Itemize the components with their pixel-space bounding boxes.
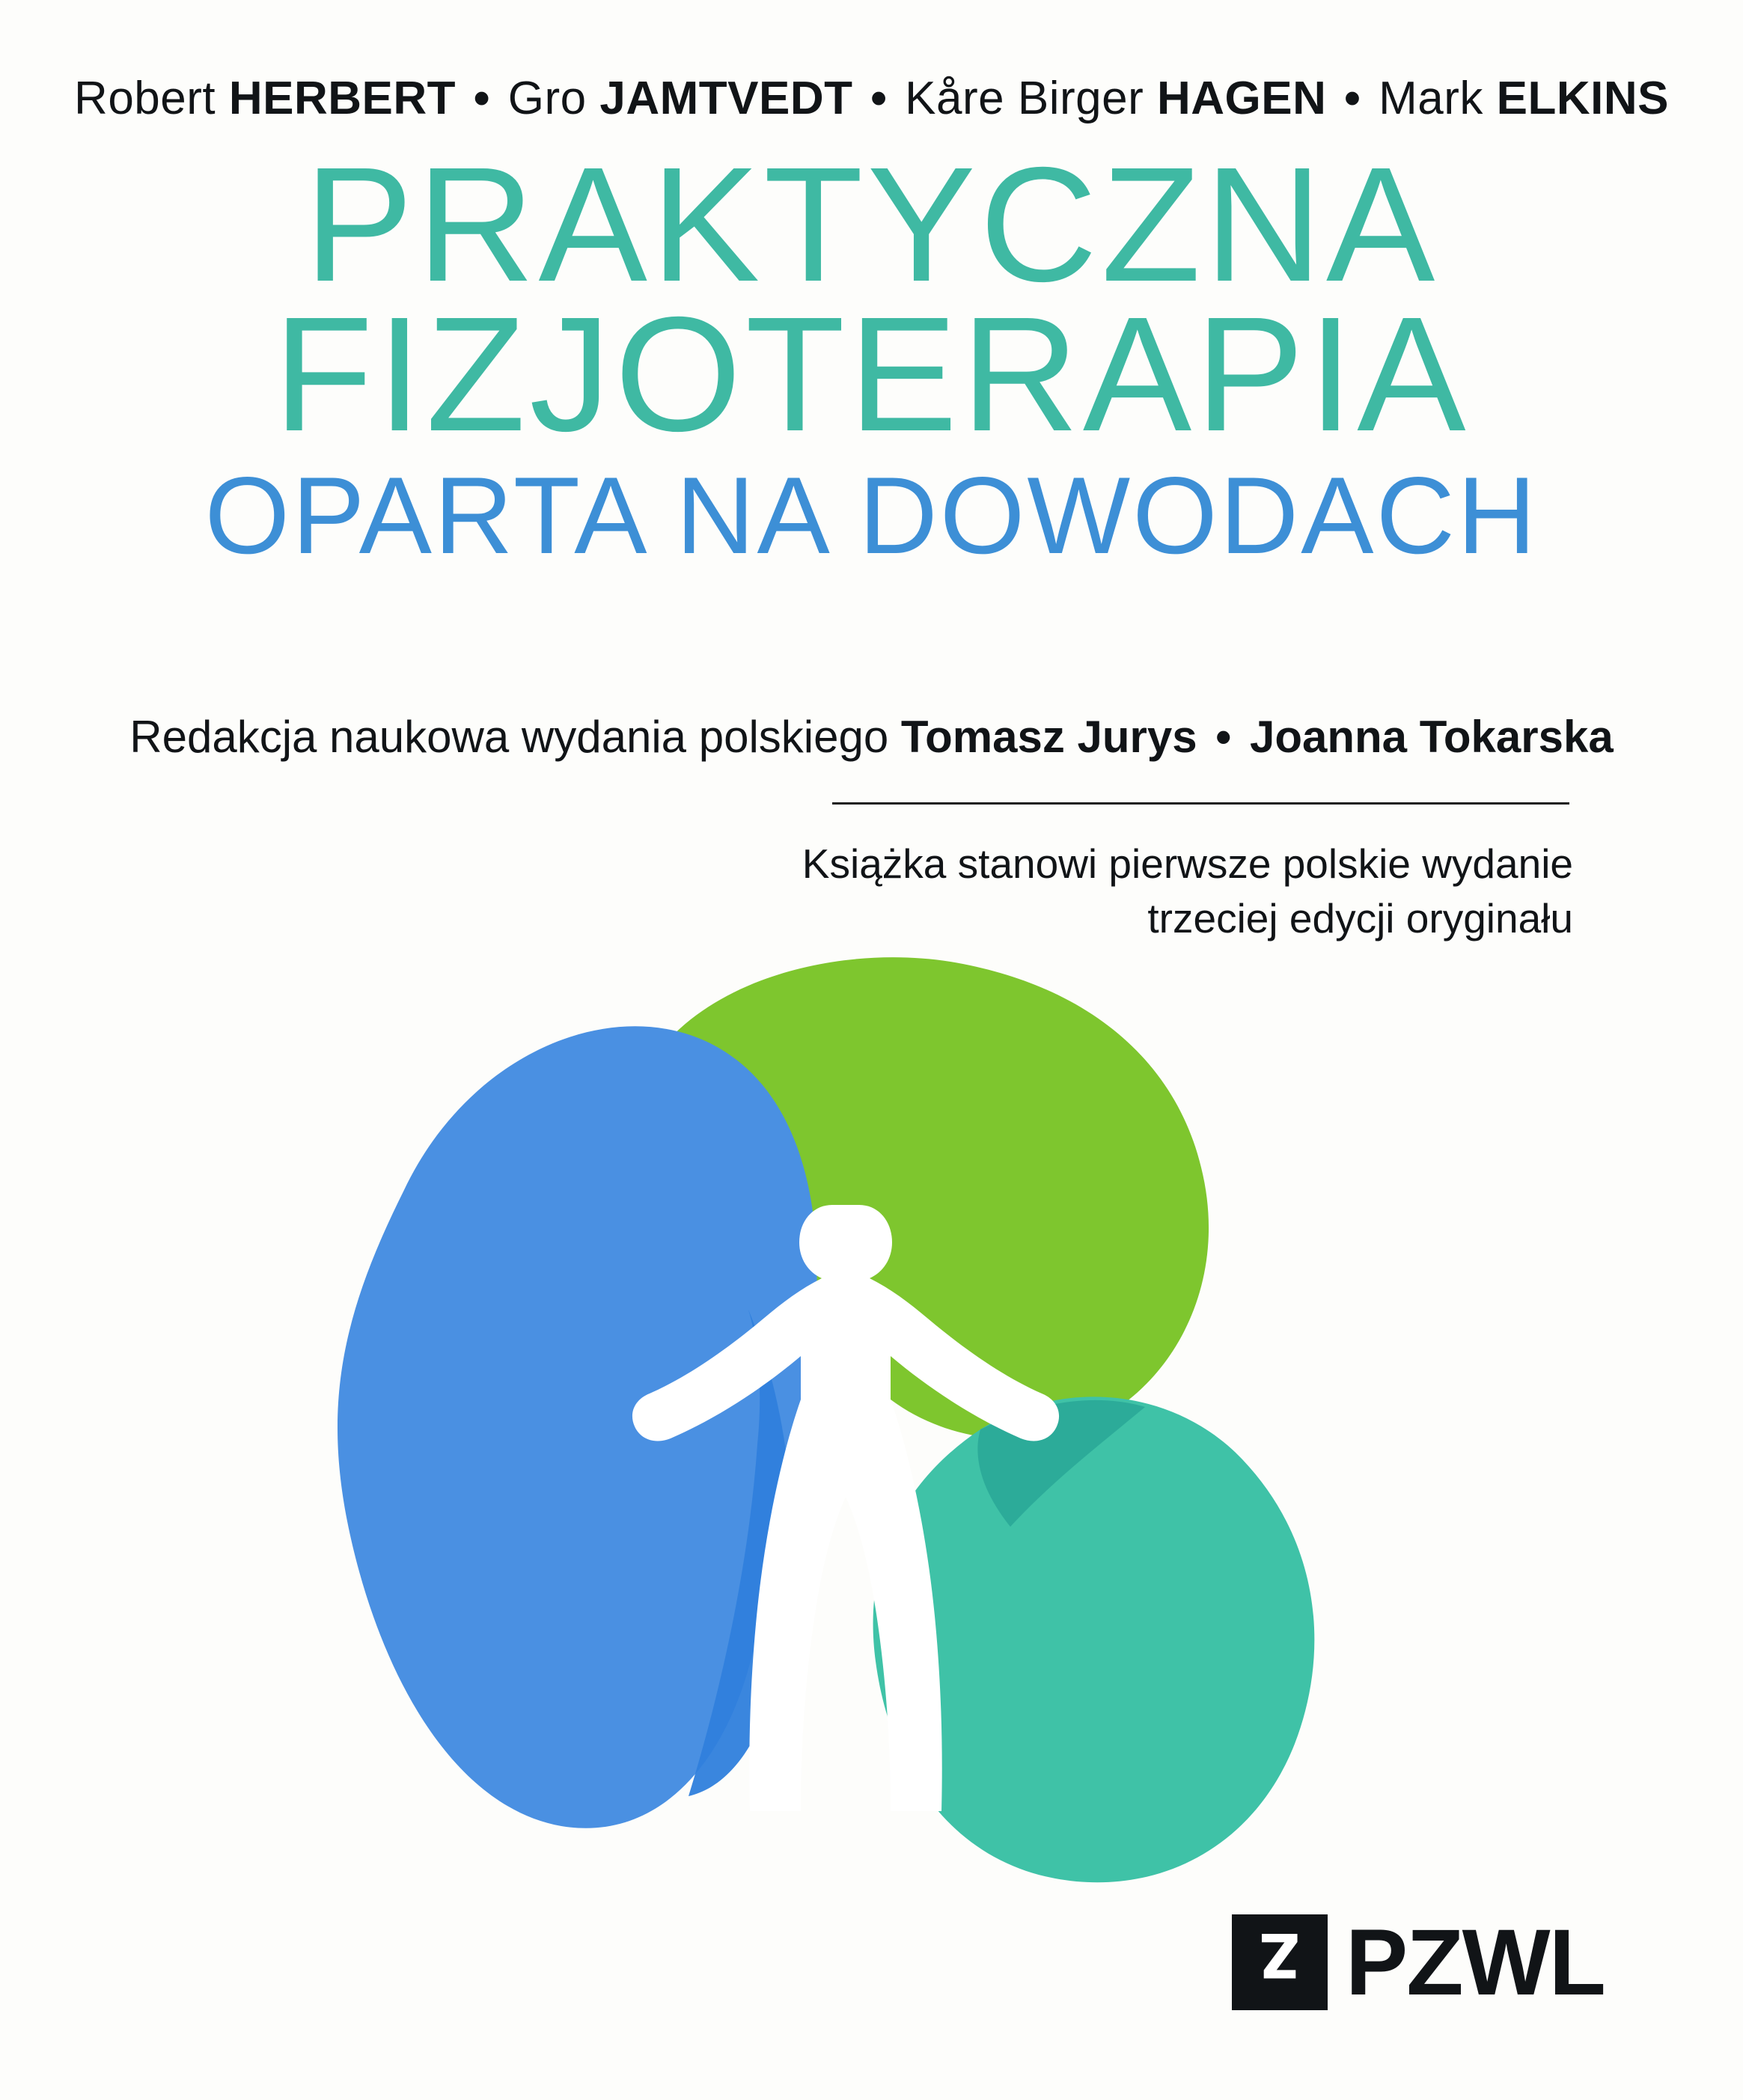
publisher-logo-letter: z [1258,1916,1301,2009]
editor-name: Joanna Tokarska [1249,712,1614,762]
editors-separator: • [1215,712,1232,762]
editor-name: Tomasz Jurys [900,712,1197,762]
author-last-name: ELKINS [1496,73,1669,124]
author-last-name: JAMTVEDT [599,73,853,124]
title-line-2: FIZJOTERAPIA [273,284,1470,466]
author-separator: • [473,73,491,124]
edition-note-line-1: Książka stanowi pierwsze polskie wydanie [802,840,1573,887]
author-separator: • [870,73,888,124]
subtitle: OPARTA NA DOWODACH [204,454,1539,576]
author-first-name: Kåre Birger [905,73,1144,124]
publisher-logo-mark [1232,1914,1328,2010]
editors-prefix: Redakcja naukowa wydania polskiego [129,712,889,762]
author-line [0,72,1743,125]
cover-artwork [284,921,1422,1946]
author-first-name: Mark [1379,73,1483,124]
divider [832,802,1569,805]
author-separator: • [1344,73,1361,124]
title-block [0,134,1743,579]
editors-line [0,711,1743,763]
author-last-name: HERBERT [228,73,457,124]
author-last-name: HAGEN [1156,73,1327,124]
author-first-name: Robert [74,73,216,124]
publisher-logo [1232,1910,1605,2015]
edition-note-line-2: trzeciej edycji oryginału [1147,894,1573,941]
author-first-name: Gro [507,73,587,124]
publisher-name: PZWL [1345,1910,1605,2015]
title-line-1: PRAKTYCZNA [304,134,1439,316]
